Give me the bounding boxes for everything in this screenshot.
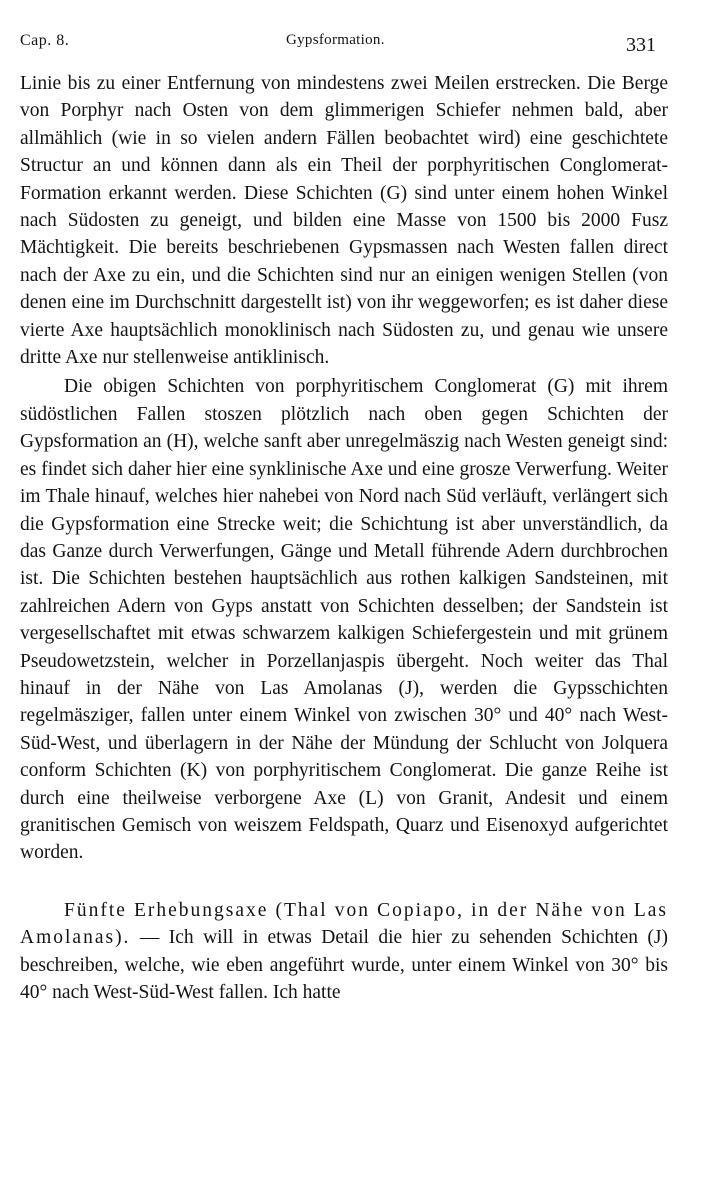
paragraph-3-body: — Ich will in etwas Detail die hier zu sehenden Schichten (J) beschreiben, welche, wie eben angeführt wurde, unter einem Winkel von 30° bis 40° nach West-Süd-West fallen. Ich hatte	[20, 927, 668, 1003]
body-text	[20, 70, 668, 1006]
paragraph-2: Die obigen Schichten von porphyritischem Conglomerat (G) mit ihrem südöstlichen Fallen stoszen plötzlich nach oben gegen Schichten der Gypsformation an (H), welche sanft aber unregelmäszig nach Westen geneigt sind: es findet sich daher hier eine synklinische Axe und eine grosze Verwerfung. Weiter im Thale hinauf, welches hier nahebei von Nord nach Süd verläuft, verlängert sich die Gypsformation eine Strecke weit; die Schichtung ist aber unverständlich, da das Ganze durch Verwerfungen, Gänge und Metall führende Adern durchbrochen ist. Die Schichten bestehen hauptsächlich aus rothen kalkigen Sandsteinen, mit zahlreichen Adern von Gyps anstatt von Schichten desselben; der Sandstein ist vergesellschaftet mit etwas schwarzem kalkigen Schiefergestein und mit grünem Pseudowetzstein, welcher in Porzellanjaspis übergeht. Noch weiter das Thal hinauf in der Nähe von Las Amolanas (J), werden die Gypsschichten regelmäsziger, fallen unter einem Winkel von zwischen 30° und 40° nach West-Süd-West, und überlagern in der Nähe der Mündung der Schlucht von Jolquera conform Schichten (K) von porphyritischem Conglomerat. Die ganze Reihe ist durch eine theilweise verborgene Axe (L) von Granit, Andesit und einem granitischen Gemisch von weiszem Feldspath, Quarz und Eisenoxyd aufgerichtet worden.	[20, 376, 668, 864]
page-number: 331	[626, 34, 656, 56]
paragraph-3	[20, 897, 668, 1007]
paragraph-1: Linie bis zu einer Entfernung von mindestens zwei Meilen erstrecken. Die Berge von Porphyr nach Osten von dem glimmerigen Schiefer nehmen bald, aber allmählich (wie in so vielen andern Fällen beobachtet wird) eine geschichtete Structur an und können dann als ein Theil der porphyritischen Conglomerat-Formation erkannt werden. Diese Schichten (G) sind unter einem hohen Winkel nach Südosten zu geneigt, und bilden eine Masse von 1500 bis 2000 Fusz Mächtigkeit. Die bereits beschriebenen Gypsmassen nach Westen fallen direct nach der Axe zu ein, und die Schichten sind nur an einigen wenigen Stellen (von denen eine im Durchschnitt dargestellt ist) von ihr weggeworfen; es ist daher diese vierte Axe hauptsächlich monoklinisch nach Südosten zu, und genau wie unsere dritte Axe nur stellenweise antiklinisch.	[20, 73, 668, 369]
section-heading: Fünfte Erhebungsaxe (Thal von Copiapo, in der Nähe von Las Amolanas).	[20, 899, 668, 949]
section-title: Gypsformation.	[286, 32, 385, 48]
chapter-label: Cap. 8.	[20, 32, 70, 49]
running-header	[0, 32, 708, 56]
